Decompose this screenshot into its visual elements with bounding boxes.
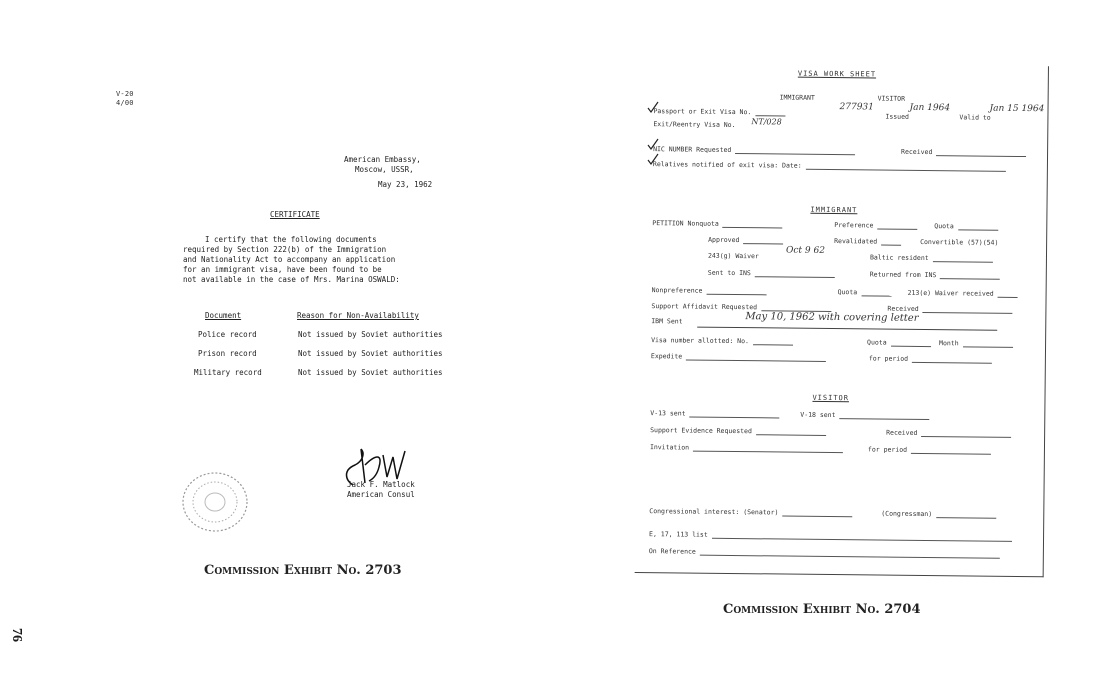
ref-code-top: V-20 xyxy=(116,90,134,98)
label-quota xyxy=(934,222,998,231)
handwritten-waiver-date: Oct 9 62 xyxy=(785,245,826,256)
label: Baltic resident xyxy=(869,253,929,263)
label: On Reference xyxy=(648,547,696,556)
label: NIC NUMBER Requested xyxy=(653,145,732,154)
visa-work-sheet xyxy=(635,62,1049,577)
row-nic-number xyxy=(653,145,855,155)
label-quota-2 xyxy=(838,288,892,297)
handwritten-exit-visa: NT/028 xyxy=(751,117,782,127)
table-cell-doc: Police record xyxy=(198,330,257,339)
handwritten-ibm-note: May 10, 1962 with covering letter xyxy=(745,311,919,324)
body-line: for an immigrant visa, have been found to be xyxy=(183,265,382,274)
label: Visa number allotted: No. xyxy=(651,336,749,346)
label: Preference xyxy=(834,221,874,230)
handwritten-passport-number: 277931 xyxy=(839,102,874,113)
label-received xyxy=(901,148,1026,157)
label: Nonpreference xyxy=(651,286,703,295)
label: 243(g) Waiver xyxy=(707,251,759,261)
label: 213(e) Waiver received xyxy=(907,288,994,298)
handwritten-issued: Jan 1964 xyxy=(909,102,951,114)
header-immigrant: IMMIGRANT xyxy=(779,93,815,102)
label: (Congressman) xyxy=(881,509,933,519)
exhibit-caption-2704: Commission Exhibit No. 2704 xyxy=(723,602,921,617)
sender-line-2: Moscow, USSR, xyxy=(355,165,414,174)
label: Received xyxy=(901,147,933,157)
label: Received xyxy=(887,304,919,313)
header-visitor: VISITOR xyxy=(877,94,906,103)
row-support-affidavit xyxy=(651,302,831,312)
row-passport xyxy=(653,107,785,116)
row-expedite xyxy=(651,352,826,362)
label: Returned from INS xyxy=(869,270,937,280)
document-date: May 23, 1962 xyxy=(378,180,433,189)
table-header-document: Document xyxy=(205,311,242,320)
ibm-fill-line xyxy=(697,327,997,331)
label-waiver-received xyxy=(908,289,1018,298)
label-v18-sent xyxy=(800,411,929,420)
label: Support Affidavit Requested xyxy=(651,302,758,312)
exhibit-caption-2703: Commission Exhibit No. 2703 xyxy=(204,563,402,578)
label: Support Evidence Requested xyxy=(650,426,752,436)
label: Revalidated xyxy=(834,237,878,246)
row-waiver xyxy=(708,252,759,261)
label: Relatives notified of exit visa: Date: xyxy=(652,160,802,170)
label: PETITION Nonquota xyxy=(652,219,719,228)
label-received-3 xyxy=(886,429,1011,438)
label: Quota xyxy=(837,288,858,297)
check-marks-icon xyxy=(646,100,660,210)
table-cell-doc: Military record xyxy=(194,368,262,377)
label: Exit/Reentry Visa No. xyxy=(653,120,736,130)
label: Approved xyxy=(708,235,740,245)
label: Quota xyxy=(934,222,954,231)
handwritten-valid-to: Jan 15 1964 xyxy=(989,103,1045,115)
label: Month xyxy=(939,339,959,348)
label-returned-ins xyxy=(870,270,1001,279)
label-preference xyxy=(834,221,917,230)
label-for-period-2 xyxy=(868,445,991,454)
body-line: not available in the case of Mrs. Marina OSWALD: xyxy=(183,275,400,284)
label: Invitation xyxy=(649,443,690,452)
label-month xyxy=(939,339,1013,348)
body-line: I certify that the following documents xyxy=(205,235,377,244)
row-visa-number xyxy=(651,336,793,345)
label: Passport or Exit Visa No. xyxy=(653,107,752,117)
label-congressman xyxy=(881,510,996,519)
label-valid-to: Valid to xyxy=(959,113,991,122)
row-nonpreference xyxy=(652,286,767,295)
signer-name: Jack F. Matlock xyxy=(347,480,415,489)
form-title: VISA WORK SHEET xyxy=(797,69,877,79)
body-line: required by Section 222(b) of the Immigration xyxy=(183,245,387,254)
row-exit-reentry xyxy=(653,120,735,129)
label-issued: Issued xyxy=(885,112,909,121)
page-number: 76 xyxy=(9,628,24,642)
row-congressional-interest xyxy=(649,507,852,517)
row-on-reference xyxy=(649,547,1000,559)
table-cell-reason: Not issued by Soviet authorities xyxy=(298,330,443,339)
signer-title: American Consul xyxy=(347,490,415,499)
row-ibm-sent xyxy=(651,317,682,325)
row-invitation xyxy=(650,443,843,453)
row-petition xyxy=(652,219,783,228)
row-v13-sent xyxy=(650,409,779,418)
table-cell-reason: Not issued by Soviet authorities xyxy=(298,349,443,358)
table-cell-reason: Not issued by Soviet authorities xyxy=(298,368,443,377)
row-relatives-notified xyxy=(653,160,1006,172)
table-cell-doc: Prison record xyxy=(198,349,257,358)
label: Congressional interest: (Senator) xyxy=(649,507,779,517)
sender-line-1: American Embassy, xyxy=(344,155,421,164)
label-quota-3 xyxy=(867,338,931,347)
ref-code-bottom: 4/00 xyxy=(116,99,134,107)
table-header-reason: Reason for Non-Availability xyxy=(297,311,419,320)
label: for period xyxy=(867,445,908,454)
row-approved xyxy=(708,236,783,245)
label: Quota xyxy=(867,338,887,347)
section-immigrant: IMMIGRANT xyxy=(810,205,858,215)
label: for period xyxy=(868,354,909,363)
label: Expedite xyxy=(650,352,683,361)
certificate-title: CERTIFICATE xyxy=(270,210,320,219)
label: Received xyxy=(886,428,918,437)
label: V-13 sent xyxy=(650,409,686,418)
body-line: and Nationality Act to accompany an application xyxy=(183,255,396,264)
label-convertible: Convertible (57)(54) xyxy=(920,237,999,247)
label-baltic xyxy=(870,253,993,262)
row-list xyxy=(649,530,1012,542)
label-for-period xyxy=(869,354,992,363)
section-visitor: VISITOR xyxy=(812,393,850,403)
label: V-18 sent xyxy=(800,410,836,420)
row-sent-ins xyxy=(708,269,835,278)
label-revalidated xyxy=(834,237,901,246)
label: Sent to INS xyxy=(707,268,751,278)
label: E, 17, 113 list xyxy=(649,530,708,539)
row-support-evidence xyxy=(650,426,826,436)
label: IBM Sent xyxy=(651,317,683,326)
embassy-seal-icon xyxy=(180,470,250,534)
